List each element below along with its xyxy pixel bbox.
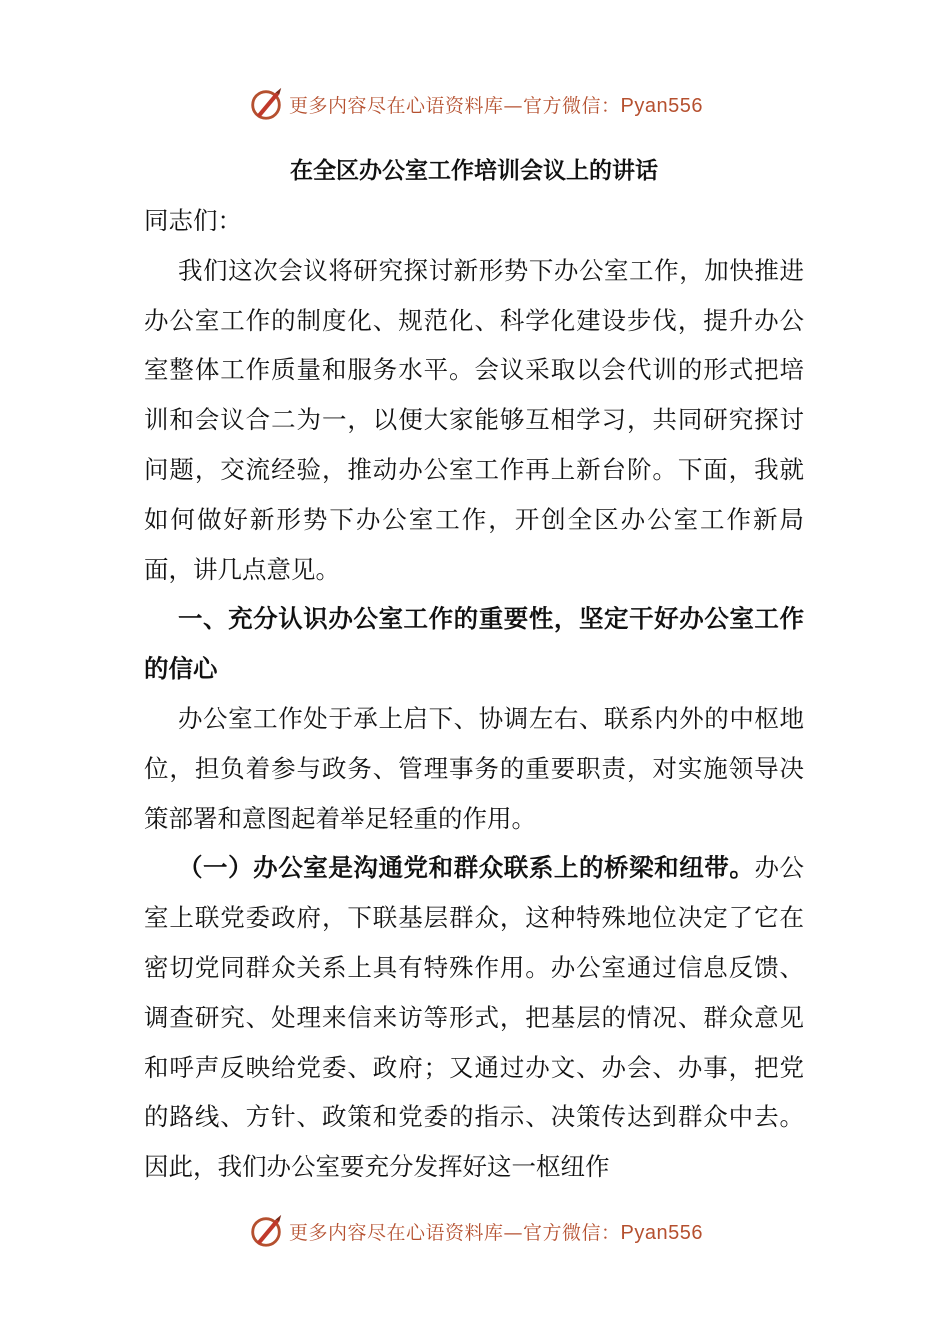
watermark-banner-bottom [0, 1209, 950, 1253]
quill-pen-logo-icon [247, 85, 285, 123]
quill-pen-logo-icon [247, 1212, 285, 1250]
section-1-paragraph: 办公室工作处于承上启下、协调左右、联系内外的中枢地位，担负着参与政务、管理事务的重要职责，对实施领导决策部署和意图起着举足轻重的作用。 [144, 703, 804, 833]
document-body [144, 146, 804, 1192]
section-heading-1: 一、充分认识办公室工作的重要性，坚定干好办公室工作的信心 [144, 604, 804, 684]
watermark-text: 更多内容尽在心语资料库—官方微信：Pyan556 [289, 94, 703, 117]
point-1-heading: （一）办公室是沟通党和群众联系上的桥梁和纽带。 [178, 853, 755, 883]
wechat-id: Pyan556 [620, 1221, 703, 1244]
wechat-id: Pyan556 [620, 94, 703, 117]
watermark-text: 更多内容尽在心语资料库—官方微信：Pyan556 [289, 1221, 703, 1244]
salutation: 同志们： [144, 206, 242, 235]
point-1-body: 办公室上联党委政府，下联基层群众，这种特殊地位决定了它在密切党同群众关系上具有特殊作用。办公室通过信息反馈、调查研究、处理来信来访等形式，把基层的情况、群众意见和呼声反映给党委、政府；又通过办文、办会、办事，把党的路线、方针、政策和党委的指示、决策传达到群众中去。因此，我们办公室要充分发挥好这一枢纽作 [144, 853, 804, 1182]
watermark-banner-top [0, 82, 950, 126]
point-1-paragraph [144, 843, 804, 1192]
intro-paragraph: 我们这次会议将研究探讨新形势下办公室工作，加快推进办公室工作的制度化、规范化、科学化建设步伐，提升办公室整体工作质量和服务水平。会议采取以会代训的形式把培训和会议合二为一，以便大家能够互相学习，共同研究探讨问题，交流经验，推动办公室工作再上新台阶。下面，我就如何做好新形势下办公室工作，开创全区办公室工作新局面，讲几点意见。 [144, 255, 804, 584]
document-title: 在全区办公室工作培训会议上的讲话 [290, 158, 658, 184]
